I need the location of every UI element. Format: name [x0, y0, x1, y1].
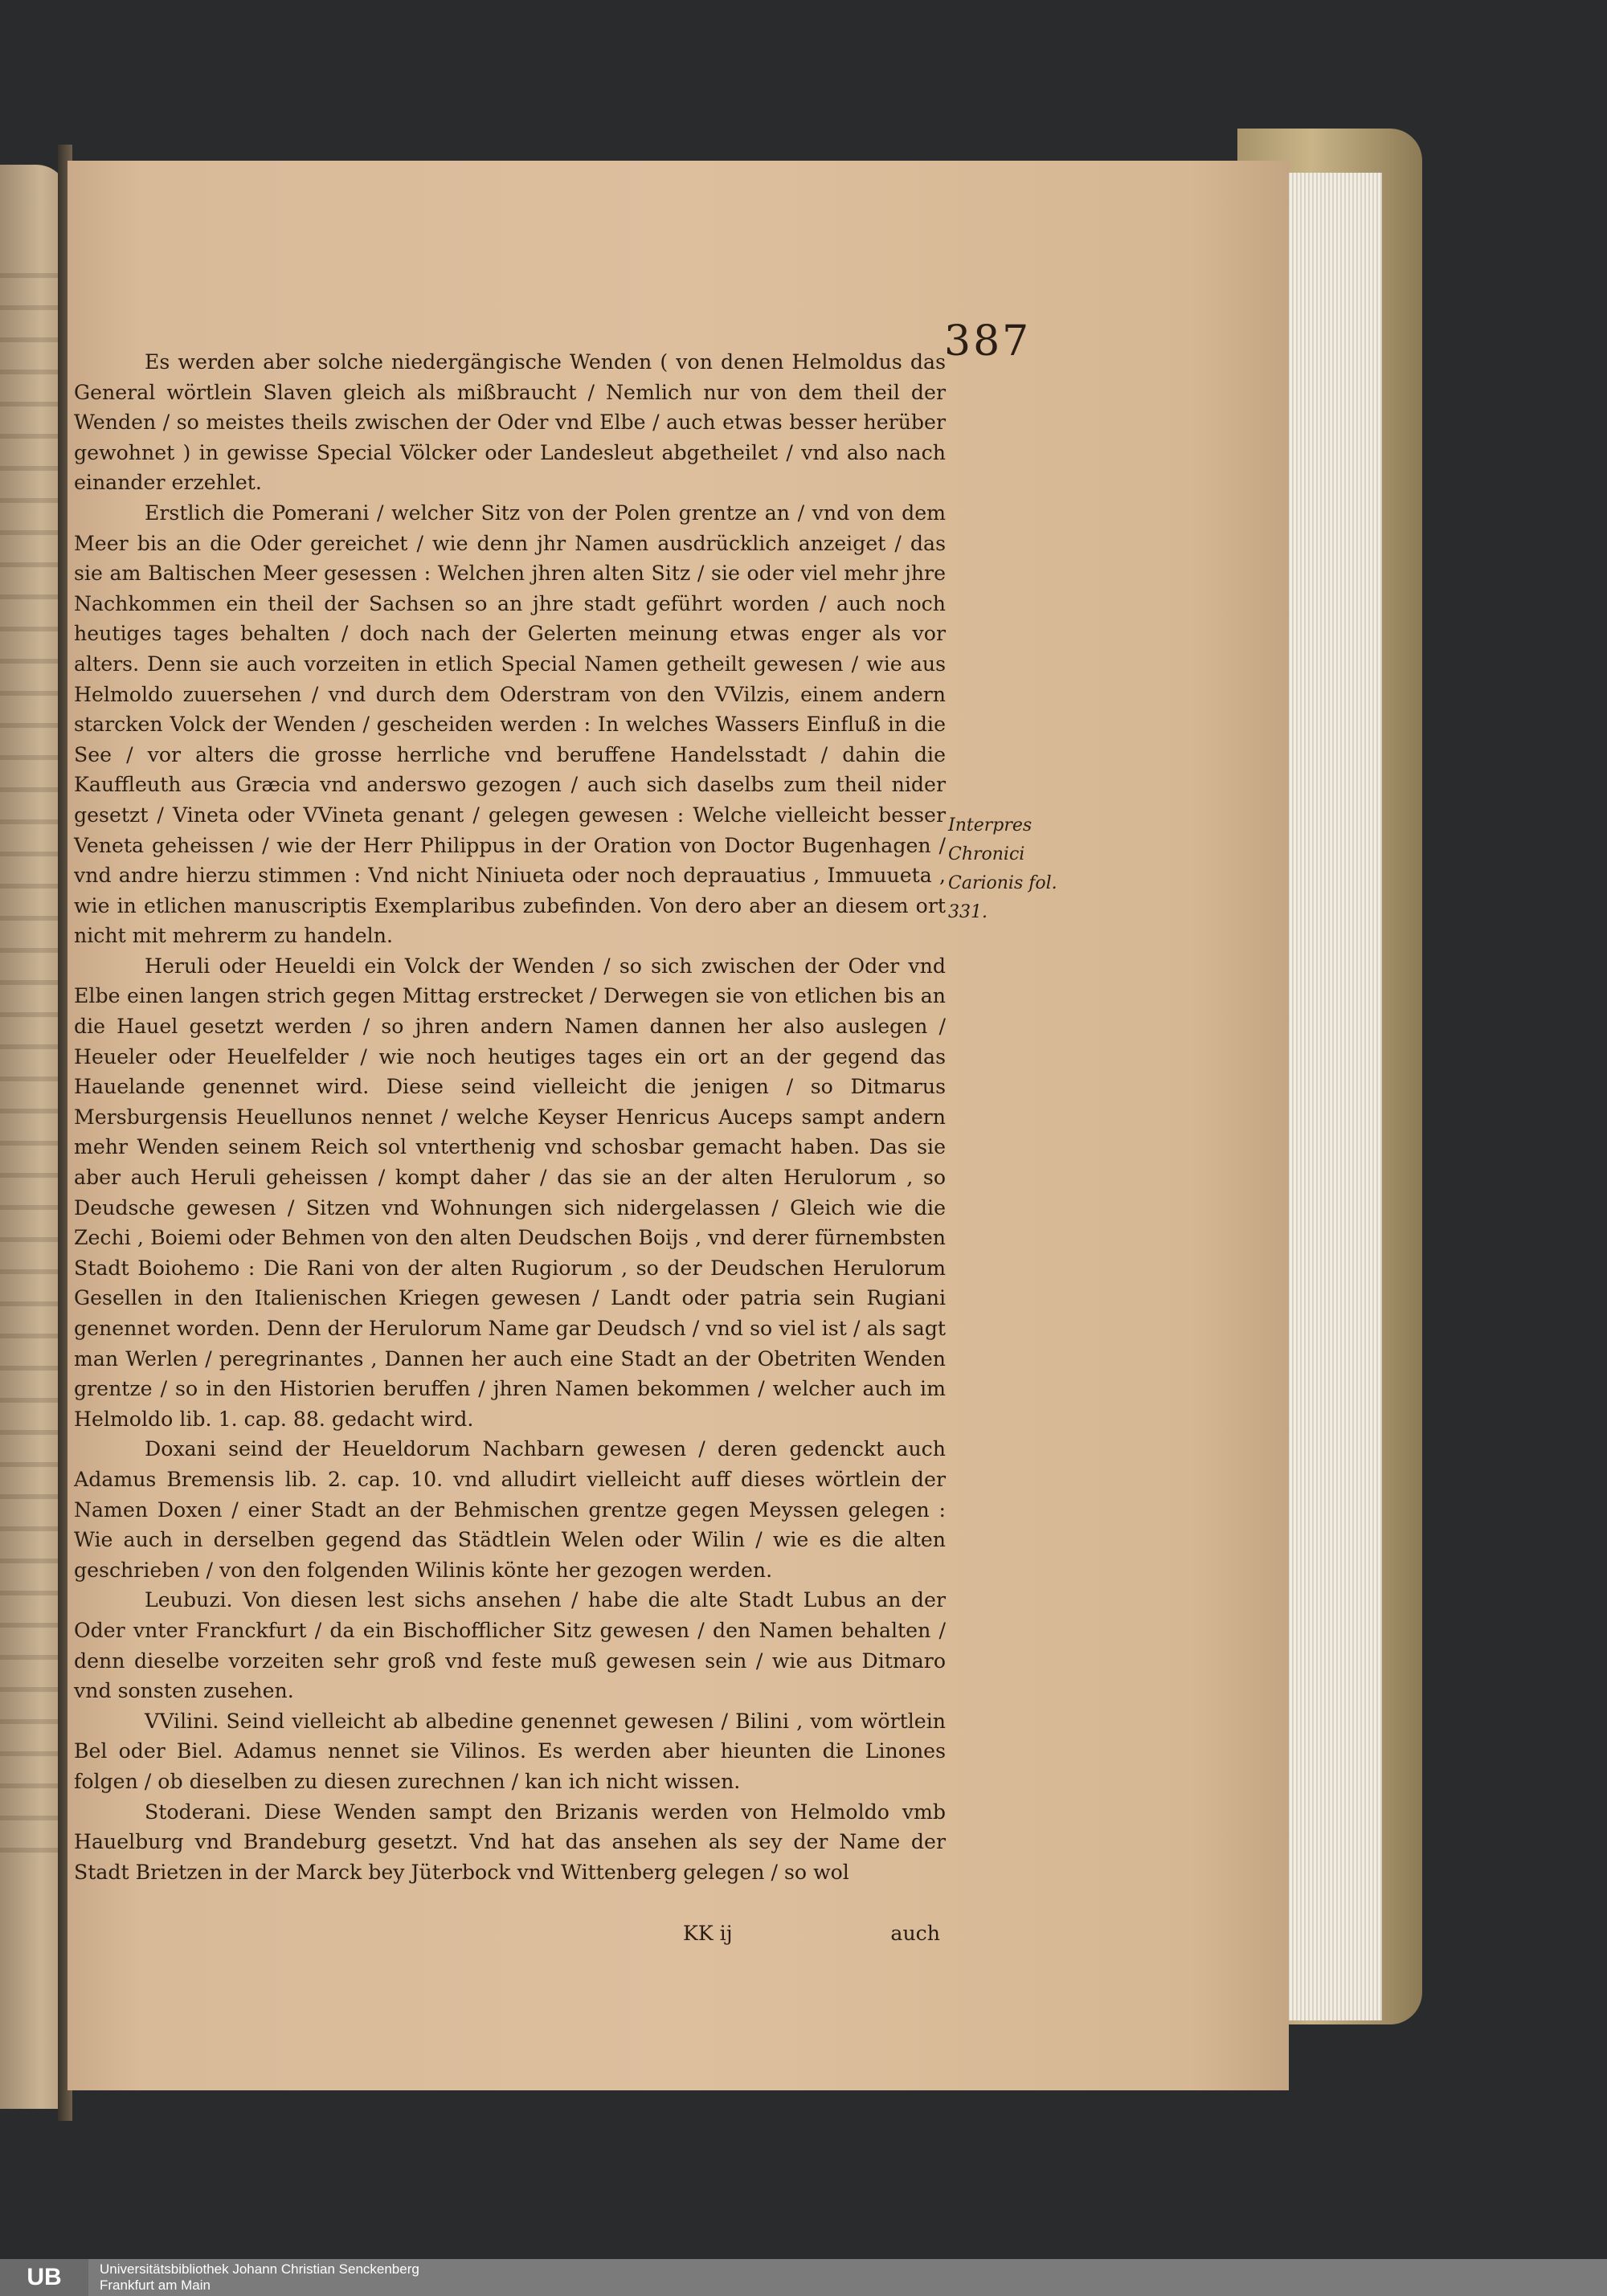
marginal-note-line: Carionis fol.	[948, 873, 1057, 893]
library-footer	[0, 2259, 1607, 2296]
footer-location: Frankfurt am Main	[100, 2278, 211, 2293]
paragraph: Heruli oder Heueldi ein Volck der Wenden / so sich zwischen der Oder vnd Elbe einen langen strich gegen Mittag erstrecket / Derwegen sie von etlichen bis an die Hauel gesetzt werden / so jhren andern Namen dannen her also auslegen / Heueler oder Heuelfelder / wie noch heutiges tages ein ort an der gegend das Hauelande genennet wird. Diese seind vielleicht die jenigen / so Ditmarus Mersburgensis Heuellunos nennet / welche Keyser Henricus Auceps sampt andern mehr Wenden seinem Reich sol vnterthenig vnd schosbar gemacht haben. Das sie aber auch Heruli geheissen / kompt daher / das sie an der alten Herulorum , so Deudsche gewesen / Sitzen vnd Wohnungen sich nidergelassen / Gleich wie die Zechi , Boiemi oder Behmen von den alten Deudschen Boijs , vnd derer fürnembsten Stadt Boiohemo : Die Rani von der alten Rugiorum , so der Deudschen Herulorum Gesellen in den Italienischen Kriegen gewesen / Landt oder patria sein Rugiani genennet worden. Denn der Herulorum Name gar Deudsch / vnd so viel ist / als sagt man Werlen / peregrinantes , Dannen her auch eine Stadt an der Obetriten Wenden grentze / so in den Historien beruffen / jhren Namen bekommen / welcher auch im Helmoldo lib. 1. cap. 88. gedacht wird.	[74, 954, 946, 1431]
catchword: auch	[890, 1922, 940, 1945]
paragraph: Doxani seind der Heueldorum Nachbarn gewesen / deren gedenckt auch Adamus Bremensis lib. 2. cap. 10. vnd alludirt vielleicht auff dieses wörtlein der Namen Doxen / einer Stadt an der Behmischen grentze gegen Meyssen gelegen : Wie auch in derselben gegend das Städtlein Welen oder Wilin / wie es die alten geschrieben / von den folgenden Wilinis könte her gezogen werden.	[74, 1437, 946, 1582]
footer-text	[100, 2261, 419, 2294]
page-edges	[1278, 173, 1382, 2020]
page-foot	[683, 1922, 940, 1945]
paragraph: Leubuzi. Von diesen lest sichs ansehen / habe die alte Stadt Lubus an der Oder vnter Franckfurt / da ein Bischofflicher Sitz gewesen / den Namen behalten / denn dieselbe vorzeiten sehr groß vnd feste muß gewesen sein / wie aus Ditmaro vnd sonsten zusehen.	[74, 1588, 946, 1703]
page-number: 387	[944, 317, 1032, 366]
page-body-text	[74, 347, 946, 1887]
marginal-note-line: Interpres	[948, 815, 1032, 835]
signature-mark: KK ij	[683, 1922, 733, 1945]
paragraph: Es werden aber solche niedergängische Wenden ( von denen Helmoldus das General wörtlein Slaven gleich als mißbraucht / Nemlich nur von dem theil der Wenden / so meistes theils zwischen der Oder vnd Elbe / auch etwas besser herüber gewohnet ) in gewisse Special Völcker oder Landesleut abgetheilet / vnd also nach einander erzehlet.	[74, 350, 946, 495]
paragraph: Stoderani. Diese Wenden sampt den Brizanis werden von Helmoldo vmb Hauelburg vnd Brandeburg gesetzt. Vnd hat das ansehen als sey der Name der Stadt Brietzen in der Marck bey Jüterbock vnd Wittenberg gelegen / so wol	[74, 1800, 946, 1884]
footer-institution: Universitätsbibliothek Johann Christian Senckenberg	[100, 2261, 419, 2277]
facing-page-text-fragments	[0, 273, 63, 1880]
ub-logo-icon: UB	[0, 2259, 88, 2296]
marginal-note-line: Chronici	[948, 844, 1025, 864]
marginal-note-line: 331.	[948, 902, 988, 922]
marginal-note	[948, 811, 1057, 927]
paragraph: VVilini. Seind vielleicht ab albedine genennet gewesen / Bilini , vom wörtlein Bel oder Biel. Adamus nennet sie Vilinos. Es werden aber hieunten die Linones folgen / ob dieselben zu diesen zurechnen / kan ich nicht wissen.	[74, 1709, 946, 1793]
paragraph: Erstlich die Pomerani / welcher Sitz von der Polen grentze an / vnd von dem Meer bis an die Oder gereichet / wie denn jhr Namen ausdrücklich anzeiget / das sie am Baltischen Meer gesessen : Welchen jhren alten Sitz / sie oder viel mehr jhre Nachkommen ein theil der Sachsen so an jhre stadt geführt worden / auch noch heutiges tages behalten / doch nach der Gelerten meinung etwas enger als vor alters. Denn sie auch vorzeiten in etlich Special Namen getheilt gewesen / wie aus Helmoldo zuuersehen / vnd durch dem Oderstram von den VVilzis, einem andern starcken Volck der Wenden / gescheiden werden : In welches Wassers Einfluß in die See / vor alters die grosse herrliche vnd beruffene Handelsstadt / dahin die Kauffleuth aus Græcia vnd anderswo gezogen / auch sich daselbs zum theil nider gesetzt / Vineta oder VVineta genant / gelegen gewesen : Welche vielleicht besser Veneta geheissen / wie der Herr Philippus in der Oration von Doctor Bugenhagen / vnd andre hierzu stimmen : Vnd nicht Niniueta oder noch deprauatius , Immuueta , wie in etlichen manuscriptis Exemplaribus zubefinden. Von dero aber an diesem ort nicht mit mehrerm zu handeln.	[74, 500, 946, 948]
